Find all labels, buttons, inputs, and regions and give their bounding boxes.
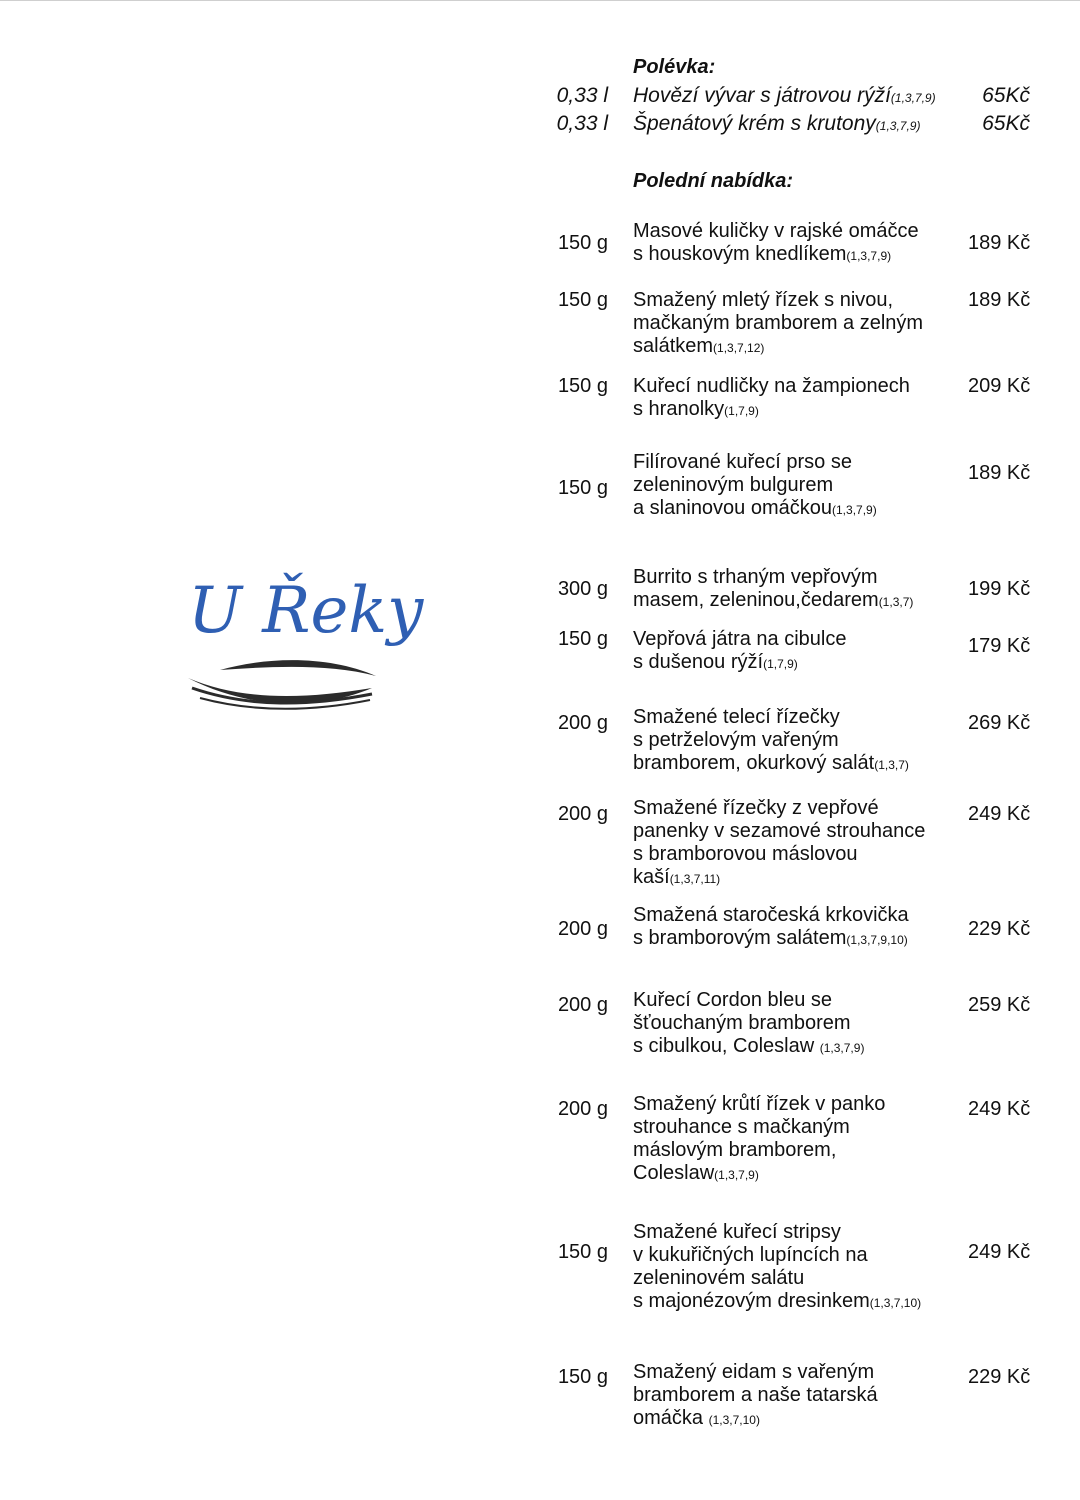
item-name-text: Burrito s trhaným vepřovým [633, 566, 878, 588]
item-name-line [633, 706, 963, 729]
item-name-text: kaší [633, 866, 670, 888]
item-allergens: (1,3,7,9) [819, 1041, 865, 1055]
item-amount: 150 g [557, 375, 608, 397]
item-name-text: šťouchaným bramborem [633, 1012, 851, 1034]
item-name-text: v kukuřičných lupíncích na [633, 1244, 868, 1266]
item-name [633, 289, 963, 360]
item-allergens: (1,3,7,9,10) [846, 933, 908, 947]
item-name [633, 566, 963, 614]
item-price: 189 Kč [968, 289, 1031, 311]
item-allergens: (1,3,7,10) [869, 1296, 922, 1310]
item-name-text: Coleslaw [633, 1162, 715, 1184]
item-amount: 150 g [557, 1366, 608, 1388]
soup-allergens: (1,3,7,9) [890, 91, 936, 105]
item-name [633, 797, 963, 891]
item-price: 259 Kč [968, 994, 1031, 1016]
item-name-line [633, 1093, 963, 1116]
soup-allergens: (1,3,7,9) [875, 119, 921, 133]
item-name-line [633, 1012, 963, 1035]
soup-amount: 0,33 l [556, 112, 608, 135]
item-name-text: s petrželovým vařeným [633, 729, 839, 751]
item-name [633, 220, 963, 268]
item-name-text: s cibulkou, Coleslaw [633, 1035, 820, 1057]
soup-price: 65Kč [982, 84, 1030, 107]
item-name-line [633, 1267, 963, 1290]
item-price: 179 Kč [968, 635, 1031, 657]
item-name-line [633, 820, 963, 843]
item-name [633, 375, 963, 423]
item-name-line [633, 398, 963, 423]
item-name-text: omáčka [633, 1407, 709, 1429]
item-name-line [633, 474, 963, 497]
item-amount: 150 g [557, 289, 608, 311]
item-amount: 200 g [557, 1098, 608, 1120]
item-name-line [633, 451, 963, 474]
soup-name [633, 84, 936, 108]
item-allergens: (1,3,7) [874, 758, 909, 772]
soup-price: 65Kč [982, 112, 1030, 135]
restaurant-logo [180, 560, 424, 710]
item-name-line [633, 628, 963, 651]
item-name-text: Vepřová játra na cibulce [633, 628, 847, 650]
soup-row [540, 84, 1040, 112]
item-name-line [633, 651, 963, 676]
item-name-text: Smažené kuřecí stripsy [633, 1221, 841, 1243]
item-name-line [633, 1116, 963, 1139]
top-border [0, 0, 1080, 1]
soup-row [540, 112, 1040, 140]
item-name-line [633, 1139, 963, 1162]
soup-name-text: Špenátový krém s krutony [633, 112, 876, 135]
item-name-line [633, 335, 963, 360]
item-name-line [633, 312, 963, 335]
item-name-line [633, 243, 963, 268]
item-price: 189 Kč [968, 462, 1031, 484]
item-name-line [633, 1407, 963, 1432]
item-name-text: mačkaným bramborem a zelným [633, 312, 924, 334]
item-price: 199 Kč [968, 578, 1031, 600]
soup-section-title: Polévka: [633, 56, 716, 78]
item-allergens: (1,3,7,9) [832, 503, 877, 517]
item-name [633, 706, 963, 777]
item-name [633, 1093, 963, 1187]
item-amount: 150 g [557, 628, 608, 650]
item-name-text: salátkem [633, 335, 714, 357]
item-name-text: s dušenou rýží [633, 651, 764, 673]
item-name [633, 1221, 963, 1315]
item-name-line [633, 1290, 963, 1315]
item-name [633, 628, 963, 676]
item-name-line [633, 1035, 963, 1060]
item-name-text: Filírované kuřecí prso se [633, 451, 852, 473]
item-name-line [633, 566, 963, 589]
item-name-text: máslovým bramborem, [633, 1139, 837, 1161]
item-name [633, 451, 963, 522]
soup-name-text: Hovězí vývar s játrovou rýží [633, 84, 891, 107]
item-amount: 150 g [557, 1241, 608, 1263]
item-name-text: Masové kuličky v rajské omáčce [633, 220, 919, 242]
item-name-text: Smažený eidam s vařeným [633, 1361, 875, 1383]
item-price: 229 Kč [968, 1366, 1031, 1388]
item-allergens: (1,3,7) [878, 595, 914, 609]
item-name [633, 1361, 963, 1432]
item-name [633, 904, 963, 952]
item-price: 189 Kč [968, 232, 1031, 254]
item-amount: 150 g [557, 477, 608, 499]
item-price: 209 Kč [968, 375, 1031, 397]
item-name-text: Smažený krůtí řízek v panko [633, 1093, 886, 1115]
item-name-text: strouhance s mačkaným [633, 1116, 850, 1138]
item-name-line [633, 589, 963, 614]
item-name-text: a slaninovou omáčkou [633, 497, 833, 519]
item-allergens: (1,3,7,12) [713, 341, 765, 355]
item-name-text: s hranolky [633, 398, 725, 420]
item-name-line [633, 289, 963, 312]
soup-amount: 0,33 l [556, 84, 608, 107]
item-name-line [633, 904, 963, 927]
item-name-text: s bramborovou máslovou [633, 843, 858, 865]
item-price: 269 Kč [968, 712, 1031, 734]
item-name-line [633, 1162, 963, 1187]
logo-text: U Řeky [188, 574, 424, 648]
item-amount: 200 g [557, 994, 608, 1016]
logo-graphic [180, 560, 424, 710]
item-name-line [633, 1361, 963, 1384]
item-name-line [633, 843, 963, 866]
item-name-text: Kuřecí Cordon bleu se [633, 989, 833, 1011]
item-name-text: s houskovým knedlíkem [633, 243, 847, 265]
item-allergens: (1,3,7,10) [708, 1413, 760, 1427]
item-name-line [633, 797, 963, 820]
item-name-text: Kuřecí nudličky na žampionech [633, 375, 910, 397]
item-price: 249 Kč [968, 1098, 1031, 1120]
item-name-text: bramborem a naše tatarská [633, 1384, 878, 1406]
item-name-line [633, 220, 963, 243]
item-name-text: s majonézovým dresinkem [633, 1290, 870, 1312]
item-allergens: (1,3,7,9) [714, 1168, 759, 1182]
item-name-text: zeleninovým bulgurem [633, 474, 834, 496]
item-price: 229 Kč [968, 918, 1031, 940]
item-name-line [633, 1244, 963, 1267]
item-name-text: masem, zeleninou,čedarem [633, 589, 879, 611]
item-name-line [633, 729, 963, 752]
item-name-line [633, 752, 963, 777]
item-name-text: Smažené telecí řízečky [633, 706, 840, 728]
item-name-line [633, 1384, 963, 1407]
item-amount: 300 g [557, 578, 608, 600]
item-allergens: (1,7,9) [724, 404, 759, 418]
item-name-line [633, 375, 963, 398]
item-amount: 200 g [557, 803, 608, 825]
item-name-line [633, 989, 963, 1012]
item-name-line [633, 1221, 963, 1244]
item-name-text: Smažený mletý řízek s nivou, [633, 289, 894, 311]
item-name-text: Smažená staročeská krkovička [633, 904, 909, 926]
item-allergens: (1,3,7,11) [669, 872, 721, 886]
soup-name [633, 112, 920, 136]
item-amount: 150 g [557, 232, 608, 254]
item-name-text: s bramborovým salátem [633, 927, 847, 949]
item-name-text: zeleninovém salátu [633, 1267, 805, 1289]
item-name [633, 989, 963, 1060]
item-allergens: (1,3,7,9) [846, 249, 892, 263]
item-price: 249 Kč [968, 1241, 1031, 1263]
item-amount: 200 g [557, 918, 608, 940]
item-name-line [633, 927, 963, 952]
item-price: 249 Kč [968, 803, 1031, 825]
item-name-text: Smažené řízečky z vepřové [633, 797, 879, 819]
lunch-section-title: Polední nabídka: [633, 170, 794, 192]
item-amount: 200 g [557, 712, 608, 734]
item-name-text: bramborem, okurkový salát [633, 752, 875, 774]
item-name-line [633, 497, 963, 522]
item-name-text: panenky v sezamové strouhance [633, 820, 926, 842]
item-allergens: (1,7,9) [763, 657, 798, 671]
item-name-line [633, 866, 963, 891]
